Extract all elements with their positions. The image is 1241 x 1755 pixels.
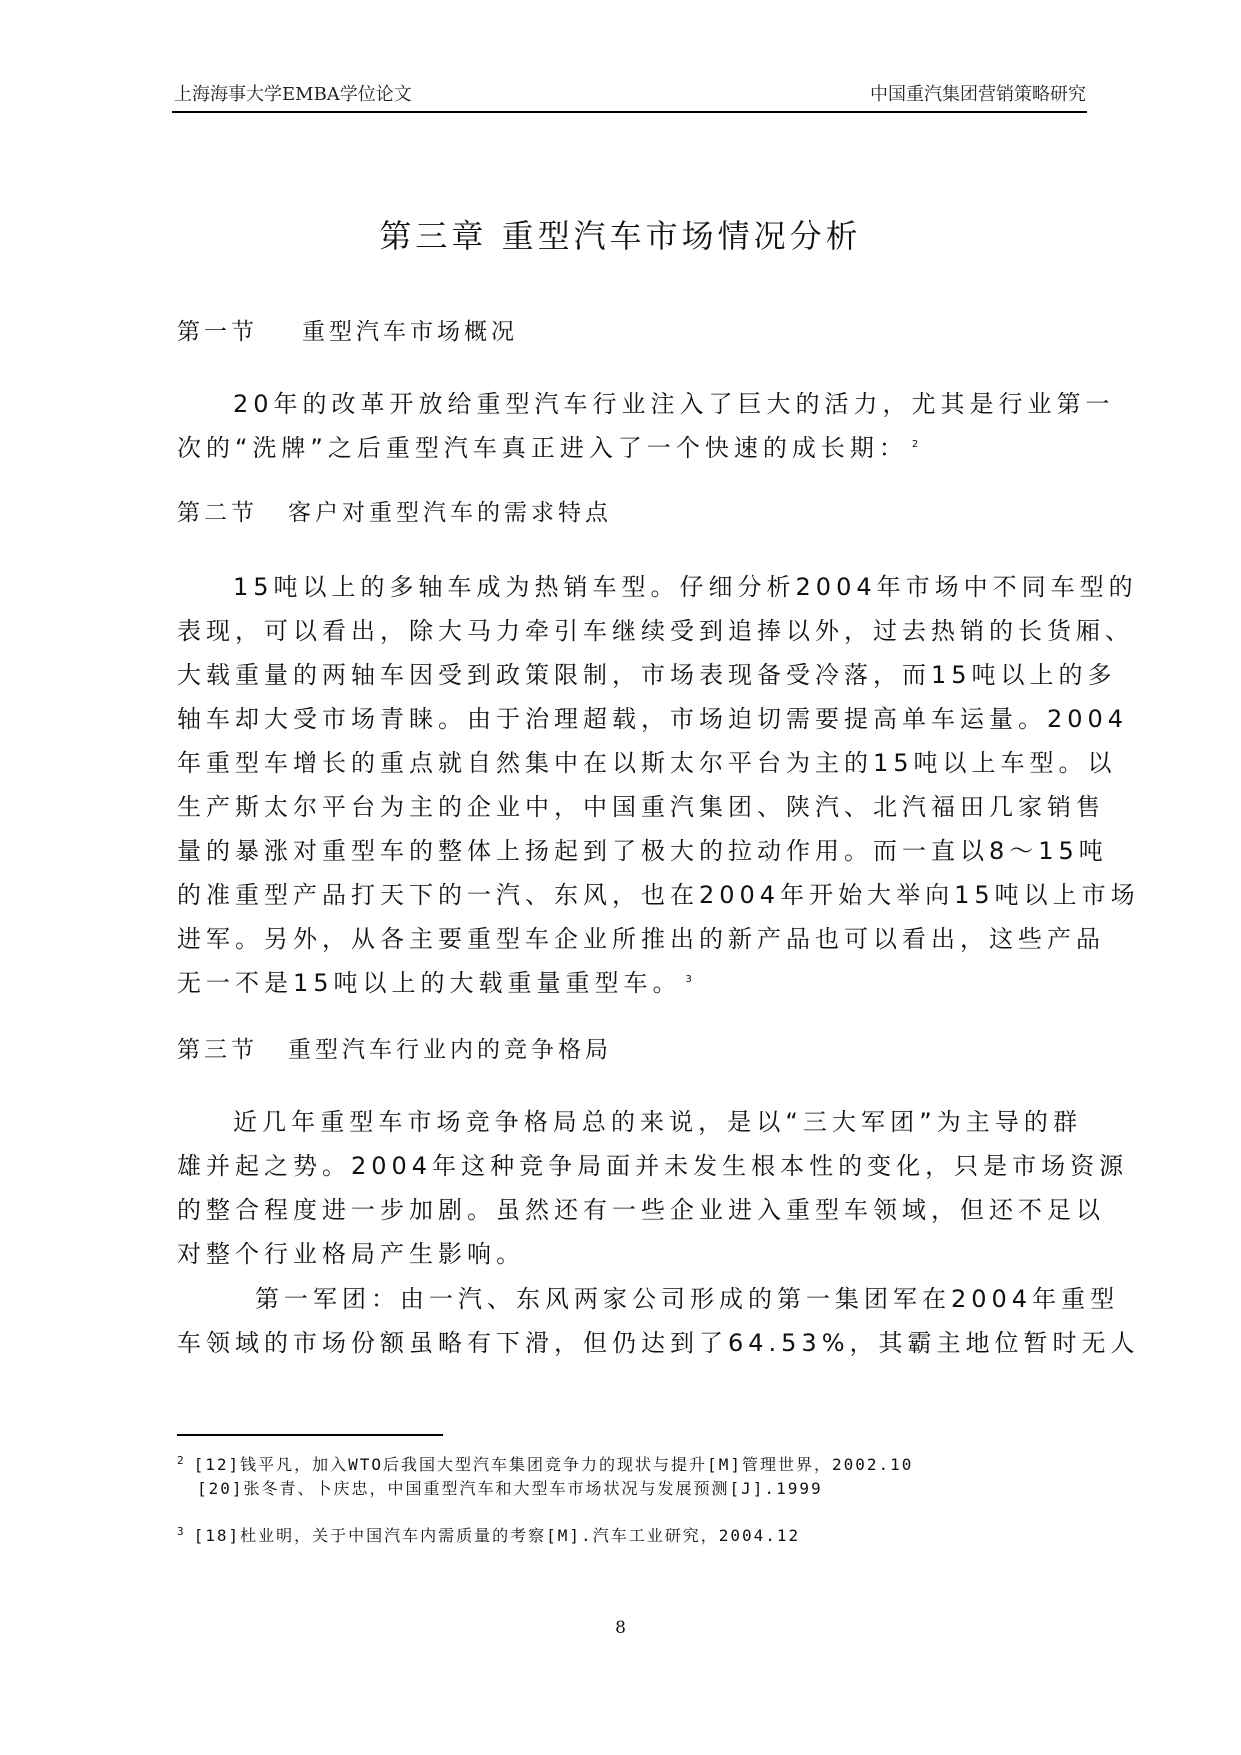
text-line: 第一军团：由一汽、东风两家公司形成的第一集团军在2004年重型 (255, 1285, 1120, 1313)
text-line: 次的“洗牌”之后重型汽车真正进入了一个快速的成长期： $^2$ (177, 434, 919, 462)
footnote-rule (177, 1434, 443, 1436)
text-line: 量的暴涨对重型车的整体上扬起到了极大的拉动作用。而一直以8～15吨 (177, 837, 1108, 865)
text-line: 无一不是15吨以上的大载重量重型车。 $^3$ (177, 969, 692, 997)
text-line: 雄并起之势。2004年这种竞争局面并未发生根本性的变化，只是市场资源 (177, 1152, 1129, 1180)
footnote-2 (177, 1453, 913, 1501)
text-line: 近几年重型车市场竞争格局总的来说，是以“三大军团”为主导的群 (233, 1108, 1082, 1136)
section-1-paragraph (177, 382, 1115, 470)
page-number: 8 (615, 1618, 626, 1638)
text-line: 的整合程度进一步加剧。虽然还有一些企业进入重型车领域，但还不足以 (177, 1196, 1105, 1224)
section-heading-3 (177, 1035, 612, 1065)
footnote-ref[interactable]: 2 (911, 439, 919, 450)
section-3-paragraph-1 (177, 1100, 1129, 1276)
section-number: 第二节 (177, 500, 258, 526)
text-line: 表现，可以看出，除大马力牵引车继续受到追捧以外，过去热销的长货厢、 (177, 617, 1134, 645)
section-heading-1 (177, 317, 518, 347)
text-line: 大载重量的两轴车因受到政策限制，市场表现备受冷落，而15吨以上的多 (177, 661, 1117, 689)
section-heading-2 (177, 498, 612, 528)
text-line: 20年的改革开放给重型汽车行业注入了巨大的活力，尤其是行业第一 (233, 390, 1115, 418)
page-header-left: 上海海事大学EMBA学位论文 (174, 84, 412, 105)
text-line: 15吨以上的多轴车成为热销车型。仔细分析2004年市场中不同车型的 (233, 573, 1138, 601)
section-number: 第一节 (177, 319, 258, 345)
section-2-paragraph (177, 565, 1140, 1005)
chapter-title: 第三章 重型汽车市场情况分析 (379, 217, 862, 255)
text-line: 对整个行业格局产生影响。 (177, 1240, 525, 1268)
footnote-mark: 3 (177, 1524, 186, 1538)
text-line: 轴车却大受市场青睐。由于治理超载，市场迫切需要提高单车运量。2004 (177, 705, 1129, 733)
text-line: 进军。另外，从各主要重型车企业所推出的新产品也可以看出，这些产品 (177, 925, 1105, 953)
section-title: 客户对重型汽车的需求特点 (288, 500, 612, 526)
text-line: 年重型车增长的重点就自然集中在以斯太尔平台为主的15吨以上车型。以 (177, 749, 1117, 777)
section-number: 第三节 (177, 1037, 258, 1063)
footnote-text: [12]钱平凡，加入WTO后我国大型汽车集团竞争力的现状与提升[M]管理世界，2002.10 (193, 1455, 914, 1474)
page-header-right: 中国重汽集团营销策略研究 (870, 84, 1086, 105)
footnote-text: [20]张冬青、卜庆忠，中国重型汽车和大型车市场状况与发展预测[J].1999 (197, 1479, 823, 1498)
text-line: 车领域的市场份额虽略有下滑，但仍达到了64.53%，其霸主地位暂时无人 (177, 1329, 1140, 1357)
text-line: 生产斯太尔平台为主的企业中，中国重汽集团、陕汽、北汽福田几家销售 (177, 793, 1105, 821)
header-rule (172, 111, 1087, 113)
section-title: 重型汽车行业内的竞争格局 (288, 1037, 612, 1063)
text-line: 的准重型产品打天下的一汽、东风，也在2004年开始大举向15吨以上市场 (177, 881, 1140, 909)
section-title: 重型汽车市场概况 (302, 319, 518, 345)
footnote-text: [18]杜业明，关于中国汽车内需质量的考察[M].汽车工业研究，2004.12 (193, 1526, 801, 1545)
section-3-paragraph-2 (177, 1277, 1140, 1365)
footnote-ref[interactable]: 3 (685, 974, 692, 985)
footnote-mark: 2 (177, 1453, 186, 1467)
footnote-3 (177, 1524, 800, 1548)
